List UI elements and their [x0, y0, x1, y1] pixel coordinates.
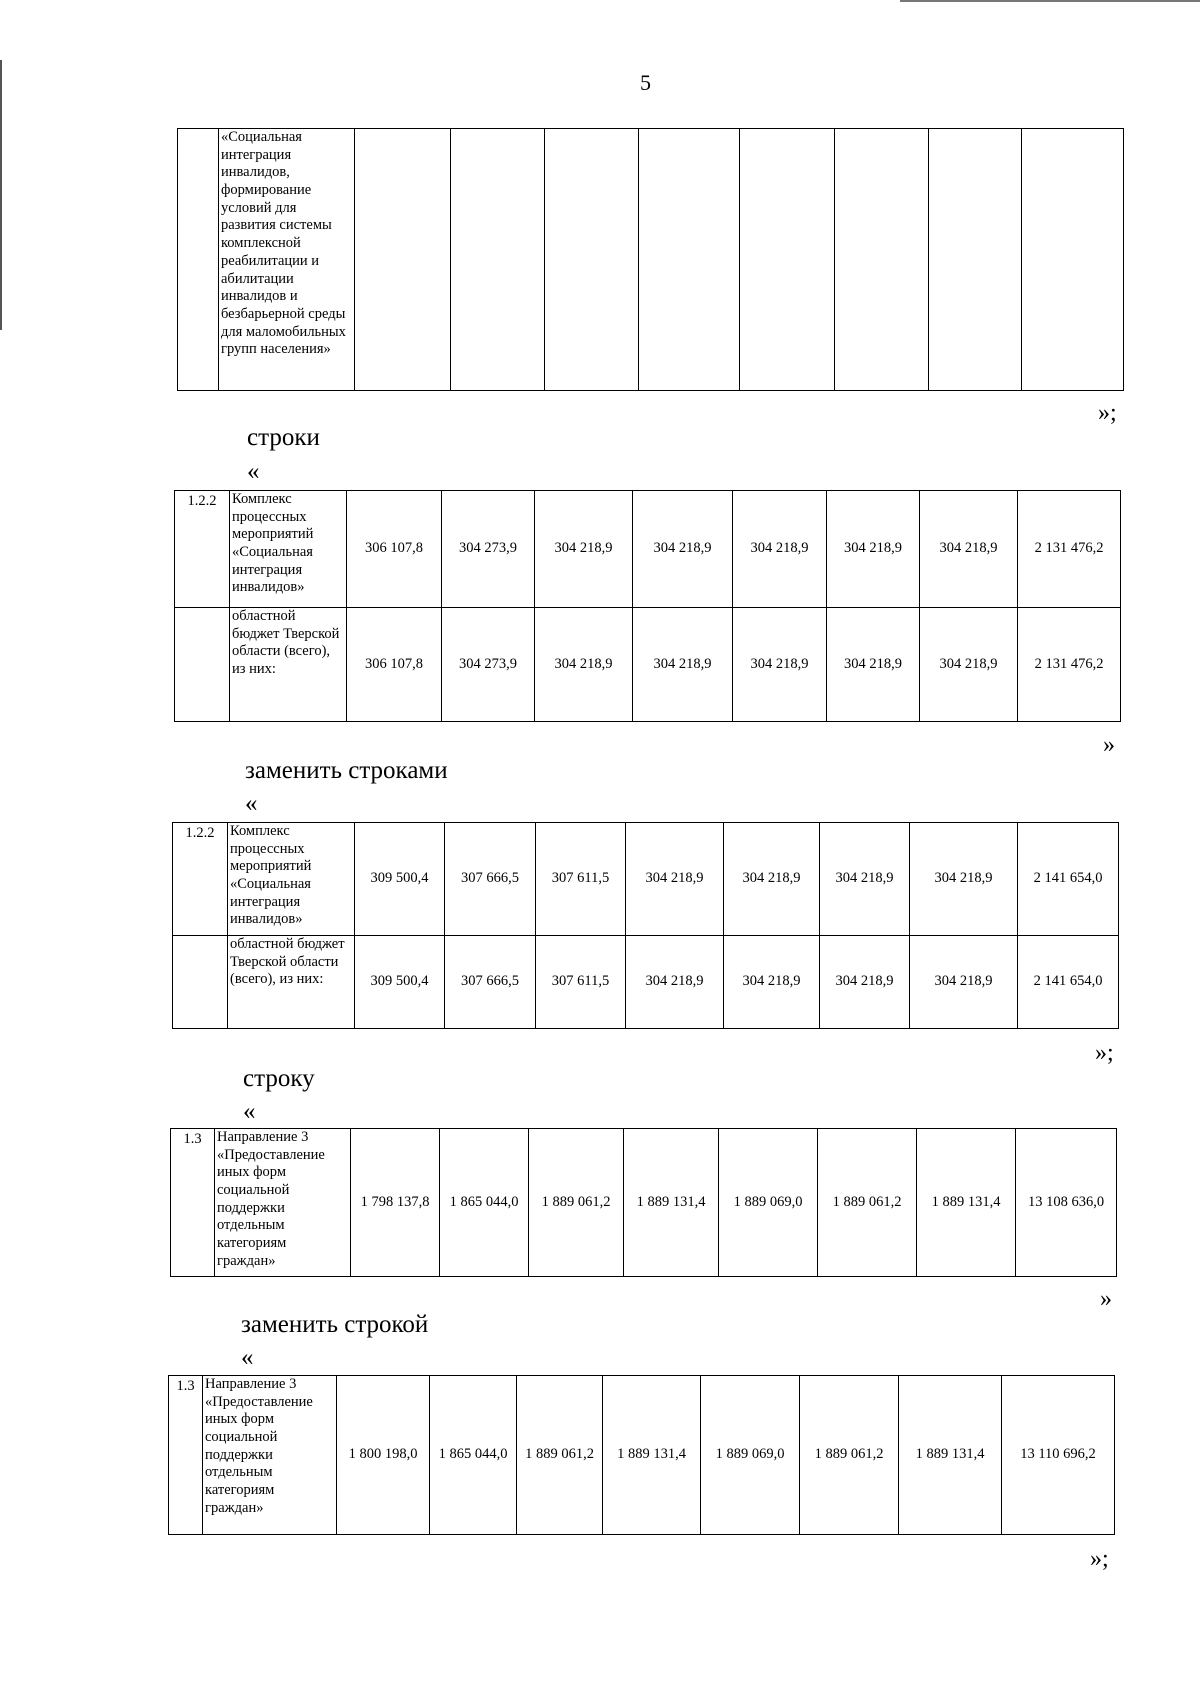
value-cell: 304 218,9 — [827, 491, 920, 608]
value-cell: 304 218,9 — [910, 823, 1018, 936]
value-cell: 1 889 061,2 — [800, 1376, 899, 1535]
value-cell: 304 218,9 — [724, 823, 820, 936]
row-name: Комплекс процессных мероприятий «Социальная интеграция инвалидов» — [228, 823, 355, 936]
value-cell: 2 131 476,2 — [1018, 608, 1121, 722]
page-number: 5 — [640, 70, 651, 95]
opening-quote: « — [243, 1098, 256, 1125]
value-cell — [451, 129, 545, 391]
value-cell: 304 218,9 — [820, 823, 910, 936]
table-continuation — [177, 128, 1124, 391]
table-old-row — [170, 1128, 1117, 1277]
value-cell: 304 218,9 — [920, 491, 1018, 608]
row-code — [178, 129, 219, 391]
value-cell: 304 218,9 — [920, 608, 1018, 722]
section-heading: заменить строками — [245, 757, 448, 784]
value-cell: 306 107,8 — [347, 491, 442, 608]
value-cell: 1 889 069,0 — [719, 1129, 818, 1277]
value-cell: 304 218,9 — [633, 491, 733, 608]
value-cell: 304 218,9 — [633, 608, 733, 722]
table-row — [171, 1129, 1117, 1277]
value-cell — [355, 129, 451, 391]
value-cell — [639, 129, 740, 391]
value-cell: 1 889 131,4 — [603, 1376, 701, 1535]
value-cell: 304 218,9 — [827, 608, 920, 722]
value-cell: 309 500,4 — [355, 936, 445, 1029]
row-code: 1.2.2 — [175, 491, 230, 608]
value-cell: 306 107,8 — [347, 608, 442, 722]
value-cell: 1 865 044,0 — [440, 1129, 529, 1277]
closing-quote: » — [1103, 732, 1115, 758]
closing-quote: »; — [1090, 1546, 1109, 1572]
row-code — [173, 936, 228, 1029]
row-code: 1.2.2 — [173, 823, 228, 936]
value-cell: 2 141 654,0 — [1018, 823, 1119, 936]
value-cell: 304 218,9 — [535, 491, 633, 608]
row-name: областной бюджет Тверской области (всего), из них: — [230, 608, 347, 722]
row-name: Комплекс процессных мероприятий «Социальная интеграция инвалидов» — [230, 491, 347, 608]
value-cell: 307 611,5 — [536, 936, 626, 1029]
value-cell: 1 800 198,0 — [337, 1376, 430, 1535]
value-cell: 1 889 061,2 — [818, 1129, 917, 1277]
closing-quote: »; — [1095, 1040, 1114, 1066]
value-cell: 304 273,9 — [442, 491, 535, 608]
value-cell: 304 218,9 — [535, 608, 633, 722]
opening-quote: « — [245, 790, 258, 817]
value-cell: 13 108 636,0 — [1016, 1129, 1117, 1277]
closing-quote: »; — [1098, 400, 1117, 426]
opening-quote: « — [241, 1344, 254, 1371]
row-code — [175, 608, 230, 722]
value-cell: 1 889 061,2 — [529, 1129, 624, 1277]
value-cell: 304 218,9 — [626, 936, 724, 1029]
row-name: Направление 3 «Предоставление иных форм социальной поддержки отдельным категориям граждан» — [203, 1376, 337, 1535]
table-row — [173, 823, 1119, 936]
table-new-rows — [172, 822, 1119, 1029]
value-cell: 1 889 131,4 — [624, 1129, 719, 1277]
closing-quote: » — [1100, 1286, 1112, 1312]
section-heading: строки — [247, 424, 320, 451]
row-code: 1.3 — [169, 1376, 203, 1535]
table-row — [178, 129, 1124, 391]
value-cell: 1 889 131,4 — [899, 1376, 1002, 1535]
value-cell: 304 273,9 — [442, 608, 535, 722]
value-cell: 307 666,5 — [445, 823, 536, 936]
value-cell: 13 110 696,2 — [1002, 1376, 1115, 1535]
value-cell: 304 218,9 — [724, 936, 820, 1029]
value-cell: 309 500,4 — [355, 823, 445, 936]
value-cell: 307 611,5 — [536, 823, 626, 936]
value-cell: 1 889 061,2 — [517, 1376, 603, 1535]
value-cell: 304 218,9 — [910, 936, 1018, 1029]
value-cell: 304 218,9 — [733, 608, 827, 722]
opening-quote: « — [247, 458, 260, 485]
section-heading: строку — [243, 1065, 315, 1092]
table-new-row — [168, 1375, 1115, 1535]
value-cell: 1 798 137,8 — [351, 1129, 440, 1277]
value-cell — [545, 129, 639, 391]
value-cell — [929, 129, 1022, 391]
table-old-rows — [174, 490, 1121, 722]
section-heading: заменить строкой — [241, 1311, 429, 1338]
value-cell: 307 666,5 — [445, 936, 536, 1029]
value-cell: 1 889 131,4 — [917, 1129, 1016, 1277]
value-cell: 304 218,9 — [626, 823, 724, 936]
scan-edge-top — [900, 0, 1200, 2]
table-row — [175, 491, 1121, 608]
value-cell — [740, 129, 835, 391]
row-name: Направление 3 «Предоставление иных форм социальной поддержки отдельным категориям граждан» — [215, 1129, 351, 1277]
value-cell — [835, 129, 929, 391]
value-cell: 1 889 069,0 — [701, 1376, 800, 1535]
value-cell: 304 218,9 — [820, 936, 910, 1029]
value-cell: 1 865 044,0 — [430, 1376, 517, 1535]
table-row — [169, 1376, 1115, 1535]
table-row — [175, 608, 1121, 722]
scan-edge-left — [0, 60, 2, 330]
row-name: областной бюджет Тверской области (всего), из них: — [228, 936, 355, 1029]
row-name: «Социальная интеграция инвалидов, формирование условий для развития системы комплексной реабилитации и абилитации инвалидов и безбарьерной среды для маломобильных групп населения» — [219, 129, 355, 391]
value-cell: 2 141 654,0 — [1018, 936, 1119, 1029]
table-row — [173, 936, 1119, 1029]
row-code: 1.3 — [171, 1129, 215, 1277]
value-cell — [1022, 129, 1124, 391]
value-cell: 304 218,9 — [733, 491, 827, 608]
value-cell: 2 131 476,2 — [1018, 491, 1121, 608]
